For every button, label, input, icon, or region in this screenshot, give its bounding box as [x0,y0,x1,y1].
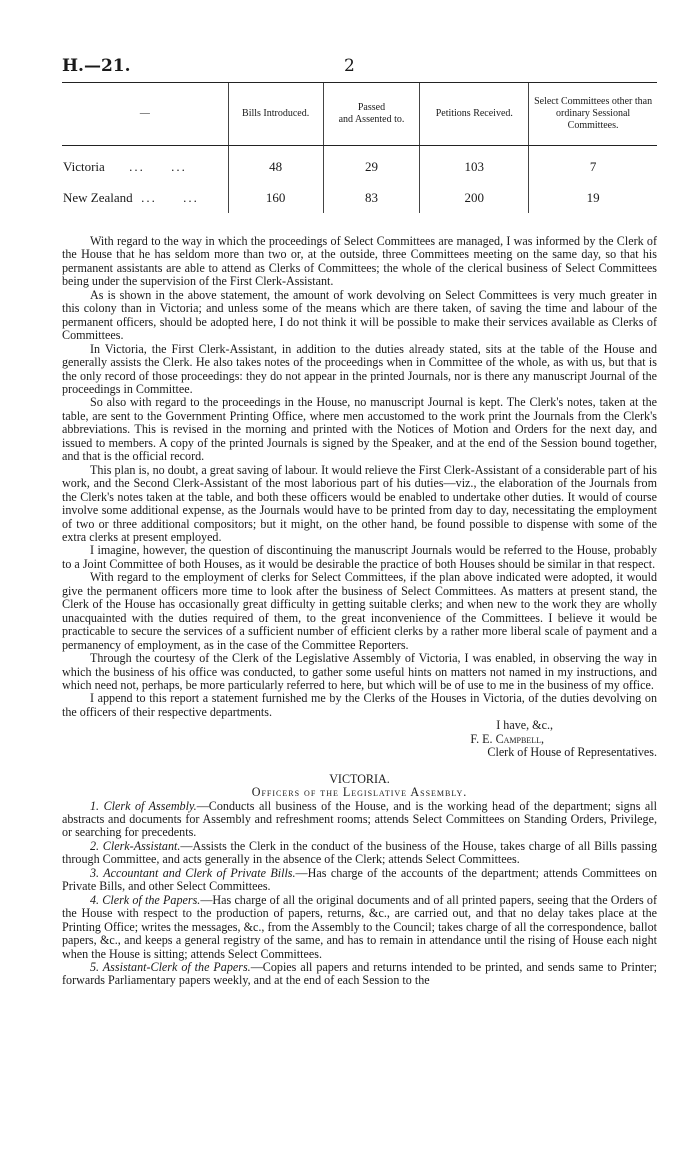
paragraph: With regard to the way in which the proceedings of Select Committees are managed, I was informed by the Clerk of the House that he has seldom more than two or, at the outside, three Committees meeting on the same day, so that his permanent assistants are able to attend as Clerks of Committees; the whole of the clerical business of Select Committees being under the supervision of the First Clerk-Assistant. [62,234,657,289]
signature-title: Clerk of House of Representatives. [487,745,657,760]
signature-name: F. E. Campbell, [470,731,544,746]
subsection-heading: Officers of the Legislative Assembly. [251,785,468,800]
section-heading: VICTORIA. [329,771,390,786]
duty-item [62,800,657,840]
report-body [62,235,657,988]
column-header-petitions: Petitions Received. [420,83,529,146]
paragraph: Through the courtesy of the Clerk of the Legislative Assembly of Victoria, I was enabled, in observing the way in which the business of his office was conducted, to gather some useful hints on matters not named in my instructions, and which need not, perhaps, be more particularly referred to here, but which will be of use to me in the business of my office. [62,651,657,692]
cell-passed: 29 [323,146,420,183]
statistics-table [62,82,657,213]
cell-petitions: 200 [420,182,529,213]
duty-text: —Assists the Clerk in the conduct of the business of the House, takes charge of all Bills passing through Committee, and acts generally in the absence of the Clerk; attends Select Committees. [62,838,657,867]
duty-title: 1. Clerk of Assembly. [90,798,197,813]
cell-petitions: 103 [420,146,529,183]
duty-item [62,894,657,961]
duty-item [62,840,657,867]
duty-text: —Has charge of the accounts of the department; attends Committees on Private Bills, and other Select Committees. [62,865,657,894]
signature-salutation: I have, &c., [496,718,553,733]
column-header-passed: Passed and Assented to. [323,83,420,146]
row-name: Victoria [63,158,105,174]
paragraph: With regard to the employment of clerks for Select Committees, if the plan above indicated were adopted, it would give the permanent officers more time to look after the business of Select Committees. As matters at present stand, the Clerk of the House has occasionally great difficulty in getting suitable clerks; and when new to the work they are wholly unacquainted with the duties required of them, to the great inconvenience of the Committees. I believe it would be practicable to secure the services of a sufficient number of efficient clerks by a rather more liberal scale of payment and a permanency of employment, as in the case of the Committee Reporters. [62,570,657,652]
duty-title: 3. Accountant and Clerk of Private Bills. [90,865,296,880]
paragraph: In Victoria, the First Clerk-Assistant, in addition to the duties already stated, sits at the table of the House and generally assists the Clerk. He also takes notes of the proceedings when in Committee of the whole, as with us, but that is the only record of those proceedings: they do not appear in the printed Journals, nor is there any manuscript Journal of the proceedings in Committee. [62,341,657,396]
row-name: New Zealand [63,189,133,205]
paragraph: I append to this report a statement furnished me by the Clerks of the Houses in Victoria, of the duties devolving on the officers of their respective departments. [62,691,657,719]
page-number: 2 [344,56,355,76]
table-row: New Zealand ... ... 160 83 200 19 [62,182,657,213]
cell-committees: 7 [529,146,657,183]
column-header-bills: Bills Introduced. [228,83,323,146]
duty-text: —Copies all papers and returns intended to be printed, and sends same to Printer; forwards Parliamentary papers weekly, and at the end of each Session to the [62,960,657,988]
table-header-row [62,83,657,146]
paragraph: As is shown in the above statement, the amount of work devolving on Select Committees is very much greater in this colony than in Victoria; and unless some of the means which are there taken, of saving the time and labour of the permanent officers, should be adopted here, I do not think it will be possible to make their services available as Clerks of Committees. [62,287,657,343]
column-header-blank: — [62,83,228,146]
paragraph: This plan is, no doubt, a great saving of labour. It would relieve the First Clerk-Assistant of a considerable part of his work, and the Second Clerk-Assistant of the most laborious part of his duties—viz., the elaboration of the Journals from the Clerk's notes taken at the table, and both these officers would be enabled to undertake other duties. It would of course involve some additional expense, as the Journals would have to be printed from day to day, necessitating the employment of two or three additional compositors; but it might, on the other hand, be found possible to dispense with some of the extra clerks at present employed. [62,462,657,544]
duty-text: —Has charge of all the original documents and of all printed papers, seeing that the Orders of the House with respect to the production of papers, returns, &c., are carried out, and that no delay takes place at the Printing Office; writes the messages, &c., from the Assembly to the Council; takes charge of all the correspondence, ballot papers, &c., and keeps a general registry of the same, and has to remain in attendance until the rising of House each night when the House is sitting; attends Select Committees. [62,892,657,961]
paragraph: So also with regard to the proceedings in the House, no manuscript Journal is kept. The Clerk's notes, taken at the table, are sent to the Government Printing Office, where men accustomed to the work print the Journals from the Clerk's abbreviations. This is revised in the morning and printed with the Notices of Motion and Orders for the next day, and issued to members. A copy of the printed Journals is signed by the Speaker, and at the end of the Session bound together, and that is the official record. [62,395,657,464]
duty-item [62,867,657,894]
duty-text: —Conducts all business of the House, and is the working head of the department; signs all abstracts and documents for Assembly and refreshment rooms; attends Select Committees on Standing Orders, Privilege, or searching for precedents. [62,798,657,840]
duty-title: 4. Clerk of the Papers. [90,892,201,907]
duty-title: 5. Assistant-Clerk of the Papers. [90,960,251,975]
cell-committees: 19 [529,182,657,213]
column-header-committees: Select Committees other than ordinary Sessional Committees. [529,83,657,146]
document-id: H.—21. [62,56,131,76]
duty-title: 2. Clerk-Assistant. [90,838,181,853]
cell-bills: 48 [228,146,323,183]
paragraph: I imagine, however, the question of discontinuing the manuscript Journals would be referred to the House, probably to a Joint Committee of both Houses, as it would be desirable the practice of both Houses should be similar in that respect. [62,543,657,571]
cell-bills: 160 [228,182,323,213]
cell-passed: 83 [323,182,420,213]
table-row: Victoria ... ... 48 29 103 7 [62,146,657,183]
signature-block [62,719,657,759]
duty-item [62,961,657,988]
